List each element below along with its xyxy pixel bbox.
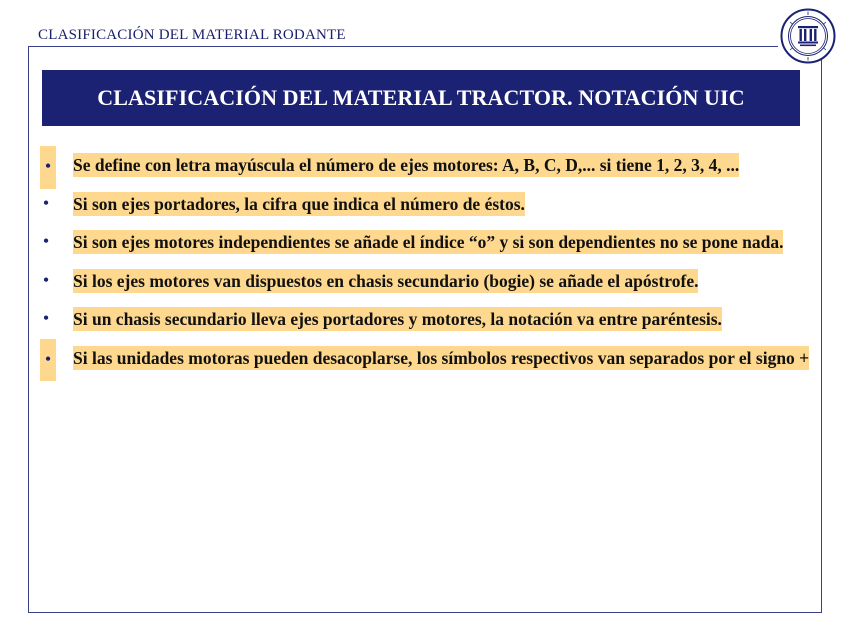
list-item	[40, 223, 810, 262]
bullet-list	[40, 146, 810, 377]
bullet-marker: •	[43, 194, 49, 212]
bullet-marker: •	[43, 310, 49, 327]
bullet-marker: •	[43, 233, 49, 250]
list-item	[40, 185, 810, 224]
bullet-text: Si son ejes portadores, la cifra que indica el número de éstos.	[73, 193, 525, 214]
bullet-text: Si son ejes motores independientes se añade el índice “o” y si son dependientes no se pone nada.	[73, 232, 784, 252]
slide-header-banner	[42, 70, 800, 126]
list-item	[40, 300, 810, 339]
slide-title: CLASIFICACIÓN DEL MATERIAL TRACTOR. NOTACIÓN UIC	[97, 85, 745, 110]
bullet-text: Si las unidades motoras pueden desacoplarse, los símbolos respectivos van separados por el signo +	[73, 347, 810, 368]
bullet-text: Si los ejes motores van dispuestos en chasis secundario (bogie) se añade el apóstrofe.	[73, 270, 699, 291]
bullet-text: Se define con letra mayúscula el número de ejes motores: A, B, C, D,... si tiene 1, 2, 3, 4, ...	[73, 155, 740, 175]
list-item	[40, 146, 810, 185]
list-item	[40, 339, 810, 378]
university-seal-icon	[780, 8, 836, 64]
slide-section-title: CLASIFICACIÓN DEL MATERIAL RODANTE	[38, 27, 346, 43]
bullet-marker: •	[40, 339, 56, 382]
bullet-marker: •	[43, 271, 49, 289]
bullet-marker: •	[40, 146, 56, 189]
list-item	[40, 262, 810, 301]
bullet-text: Si un chasis secundario lleva ejes portadores y motores, la notación va entre paréntesis.	[73, 309, 722, 329]
